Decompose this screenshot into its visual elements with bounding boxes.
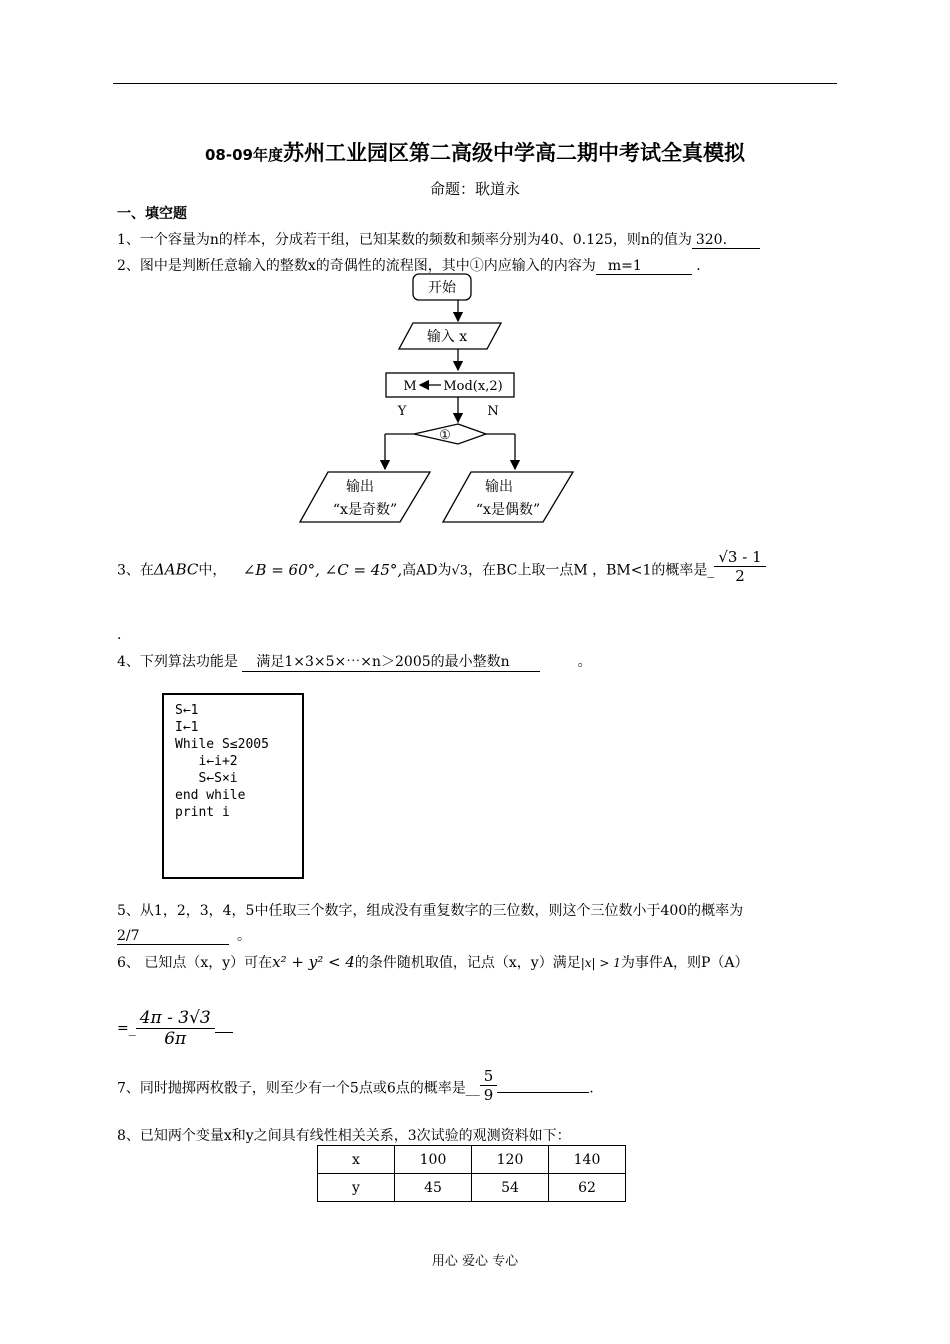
table-cell: 100 (395, 1146, 472, 1174)
observation-table (317, 1145, 626, 1202)
assign-var-label: M (403, 379, 417, 394)
circle-inequality: x² + y² < 4 (272, 953, 355, 971)
header-rule (113, 83, 837, 84)
question-8: 8、已知两个变量x和y之间具有线性相关关系，3次试验的观测资料如下： (117, 1128, 571, 1144)
question-1: 1、一个容量为n的样本，分成若干组，已知某数的频数和频率分别为40、0.125，则n的值为 320. (117, 229, 760, 249)
output-odd-line2: “x是奇数” (332, 502, 398, 518)
sqrt-3: √3 (451, 563, 469, 579)
author: 命题：耿道永 (429, 180, 520, 198)
output-odd-line1: 输出 (346, 479, 374, 495)
question-7: 7、同时抛掷两枚骰子，则至少有一个5点或6点的概率是__ $\frac{5}{9}$ . (117, 1067, 594, 1104)
code-line: S←S×i (175, 771, 238, 786)
flowchart (295, 268, 585, 528)
table-cell: x (318, 1146, 395, 1174)
code-line: I←1 (175, 720, 199, 735)
table-cell: y (318, 1174, 395, 1202)
page-title (0, 137, 950, 167)
table-row (318, 1174, 626, 1202)
title-main: 苏州工业园区第二高级中学高二期中考试全真模拟 (282, 141, 745, 165)
table-row (318, 1146, 626, 1174)
table-cell: 62 (549, 1174, 626, 1202)
code-line: print i (175, 805, 230, 820)
code-line: S←1 (175, 703, 199, 718)
decision-label: ① (439, 428, 451, 443)
section-heading: 一、填空题 (117, 206, 187, 222)
table-cell: 54 (472, 1174, 549, 1202)
question-5-answer-line: 2/7 。 (117, 928, 251, 944)
question-3: 3、在ΔABC中， ∠B = 60°, ∠C = 45°,高AD为√3，在BC上取一点M ，BM<1的概率是_ $\frac{√3 - 1}{2}$ (117, 556, 766, 585)
table-cell: 140 (549, 1146, 626, 1174)
assign-expr-label: Mod(x,2) (443, 379, 503, 394)
no-label: N (487, 404, 499, 419)
triangle-abc: ΔABC (153, 560, 199, 579)
yes-label: Y (397, 404, 407, 419)
answer-2: m=1 (596, 258, 692, 275)
angle-conditions: ∠B = 60°, ∠C = 45°, (242, 560, 403, 579)
question-4: 4、下列算法功能是 满足1×3×5×⋯×n＞2005的最小整数n 。 (117, 651, 592, 672)
table-cell: 120 (472, 1146, 549, 1174)
answer-1: 320. (692, 232, 760, 249)
answer-7: $\frac{5}{9}$ (480, 1067, 498, 1104)
input-label: 输入 x (426, 329, 468, 345)
abs-condition: |x| > 1 (580, 956, 621, 970)
question-5: 5、从1，2，3，4，5中任取三个数字，组成没有重复数字的三位数，则这个三位数小于400的概率为 (117, 903, 744, 919)
answer-4: 满足1×3×5×⋯×n＞2005的最小整数n (242, 651, 539, 672)
answer-5: 2/7 (117, 928, 229, 945)
question-6-answer-line: =_ $\frac{4\pi - 3√3}{6\pi}$ (117, 1008, 233, 1049)
question-6: 6、 已知点（x，y）可在x² + y² < 4的条件随机取值，记点（x，y）满足|x| > 1为事件A，则P（A） (117, 953, 749, 971)
code-line: While S≤2005 (175, 737, 269, 752)
output-even-line1: 输出 (485, 479, 513, 495)
code-line: end while (175, 788, 246, 803)
question-3-end: . (117, 627, 122, 643)
start-label: 开始 (428, 280, 456, 296)
title-year: 08-09年度 (205, 146, 283, 164)
code-line: i←i+2 (175, 754, 238, 769)
table-cell: 45 (395, 1174, 472, 1202)
question-2: 2、图中是判断任意输入的整数x的奇偶性的流程图，其中①内应输入的内容为 m=1 . (117, 258, 701, 274)
answer-3: $\frac{√3 - 1}{2}$ (714, 548, 765, 585)
output-even-line2: “x是偶数” (475, 502, 541, 518)
page-footer: 用心 爱心 专心 (431, 1254, 519, 1269)
algorithm-box (162, 693, 304, 879)
answer-6: $\frac{4\pi - 3√3}{6\pi}$ (136, 1008, 215, 1049)
